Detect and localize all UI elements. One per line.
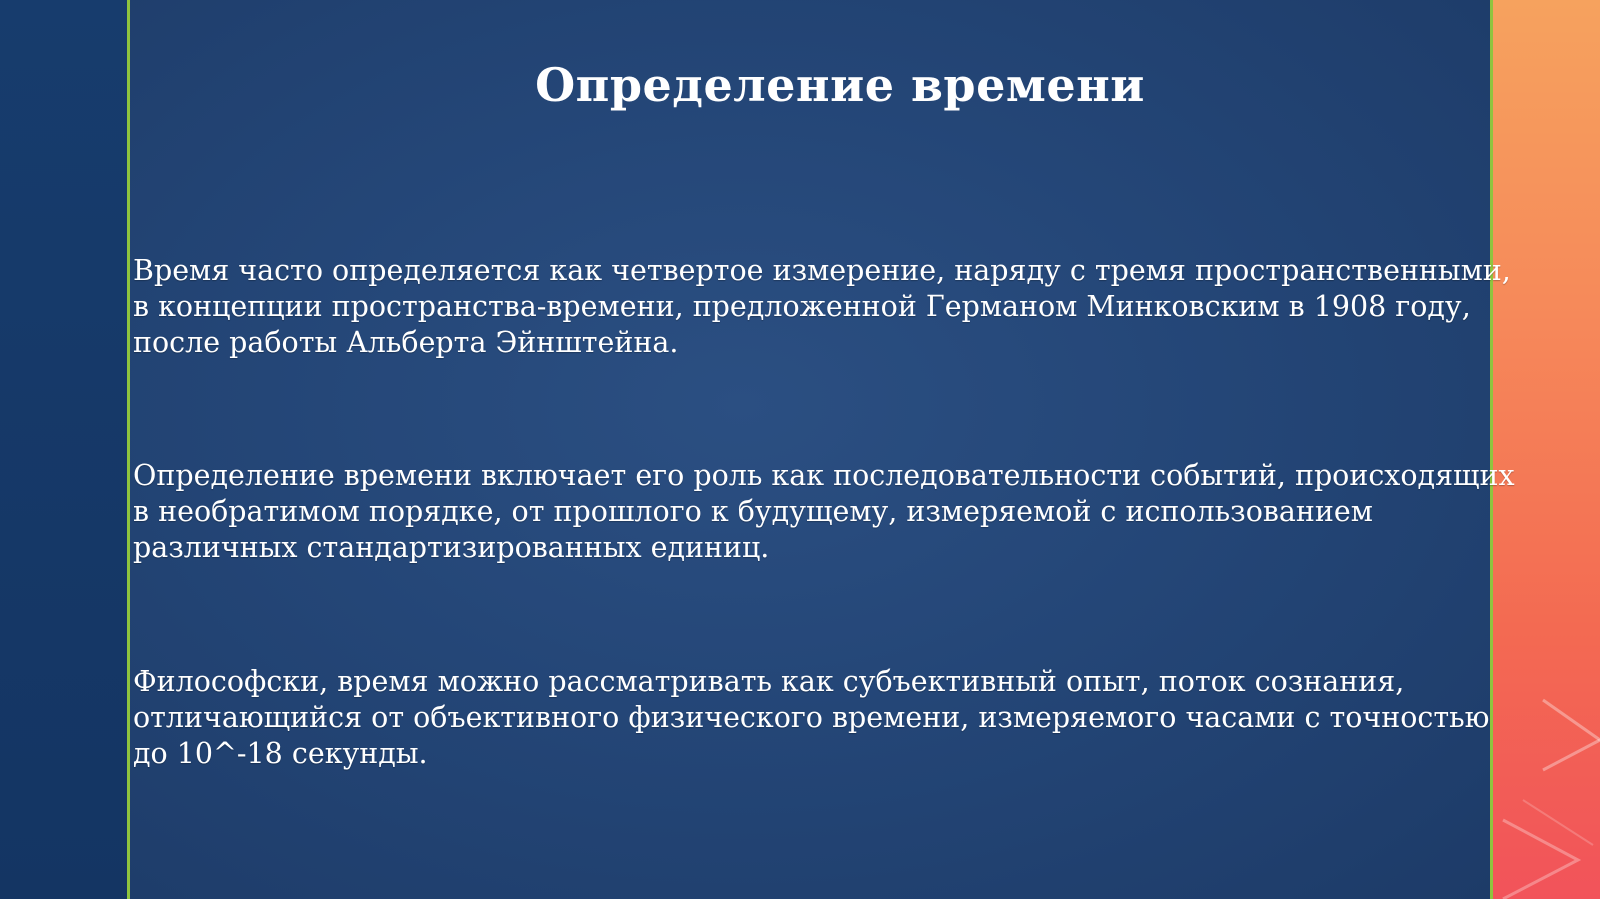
paragraph-philosophical-time: Философски, время можно рассматривать как субъективный опыт, поток сознания, отличающийся от объективного физического времени, измеряемого часами с точностью до 10^-18 секунды. [133, 665, 1490, 770]
slide-title: Определение времени [535, 58, 1145, 112]
paragraph-sequence-of-events: Определение времени включает его роль как последовательности событий, происходящих в необратимом порядке, от прошлого к будущему, измеряемой с использованием различных стандартизированных единиц. [133, 459, 1515, 564]
left-background-band [0, 0, 127, 899]
paragraph-fourth-dimension: Время часто определяется как четвертое измерение, наряду с тремя пространственными, в концепции пространства-времени, предложенной Германом Минковским в 1908 году, после работы Альберта Эйнштейна. [133, 254, 1511, 359]
